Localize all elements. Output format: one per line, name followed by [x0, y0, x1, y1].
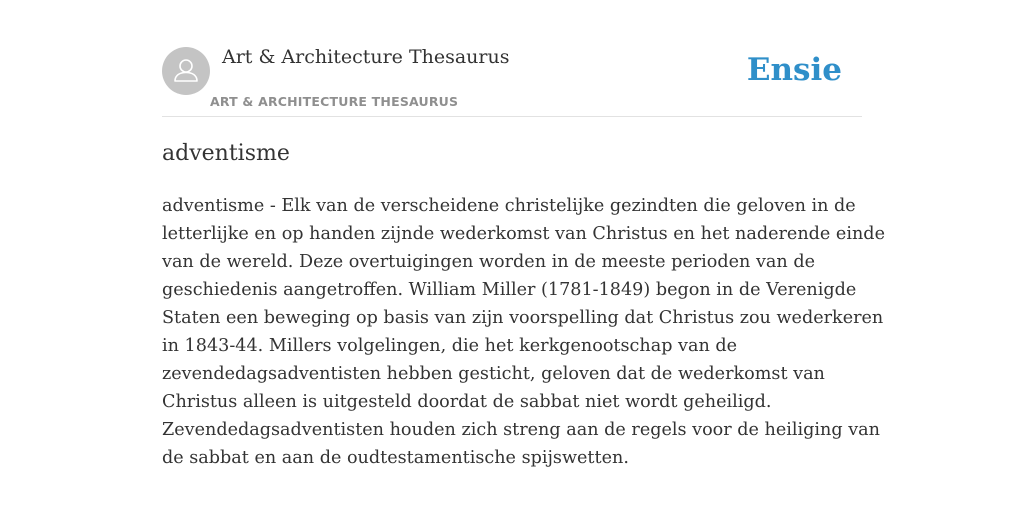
avatar[interactable]: [162, 47, 210, 95]
definition-line: van de wereld. Deze overtuigingen worden in de meeste perioden van de: [162, 252, 815, 272]
definition-line: letterlijke en op handen zijnde wederkomst van Christus en het naderende einde: [162, 224, 885, 244]
user-silhouette-icon: [162, 47, 210, 95]
source-subtitle[interactable]: ART & ARCHITECTURE THESAURUS: [210, 94, 459, 109]
source-title[interactable]: Art & Architecture Thesaurus: [222, 46, 510, 68]
definition-line: Staten een beweging op basis van zijn voorspelling dat Christus zou wederkeren: [162, 308, 884, 328]
definition-line: adventisme - Elk van de verscheidene christelijke gezindten die geloven in de: [162, 196, 856, 216]
definition-line: zevendedagsadventisten hebben gesticht, geloven dat de wederkomst van: [162, 364, 825, 384]
source-header: [162, 0, 862, 117]
entry-term: adventisme: [162, 141, 290, 166]
definition-line: geschiedenis aangetroffen. William Miller (1781-1849) begon in de Verenigde: [162, 280, 857, 300]
entry-definition: [162, 192, 885, 472]
definition-line: de sabbat en aan de oudtestamentische spijswetten.: [162, 448, 629, 468]
entry-card: [162, 0, 885, 468]
definition-line: in 1843-44. Millers volgelingen, die het kerkgenootschap van de: [162, 336, 738, 356]
definition-line: Zevendedagsadventisten houden zich streng aan de regels voor de heiliging van: [162, 420, 881, 440]
definition-line: Christus alleen is uitgesteld doordat de sabbat niet wordt geheiligd.: [162, 392, 772, 412]
ensie-logo[interactable]: Ensie: [746, 52, 842, 88]
